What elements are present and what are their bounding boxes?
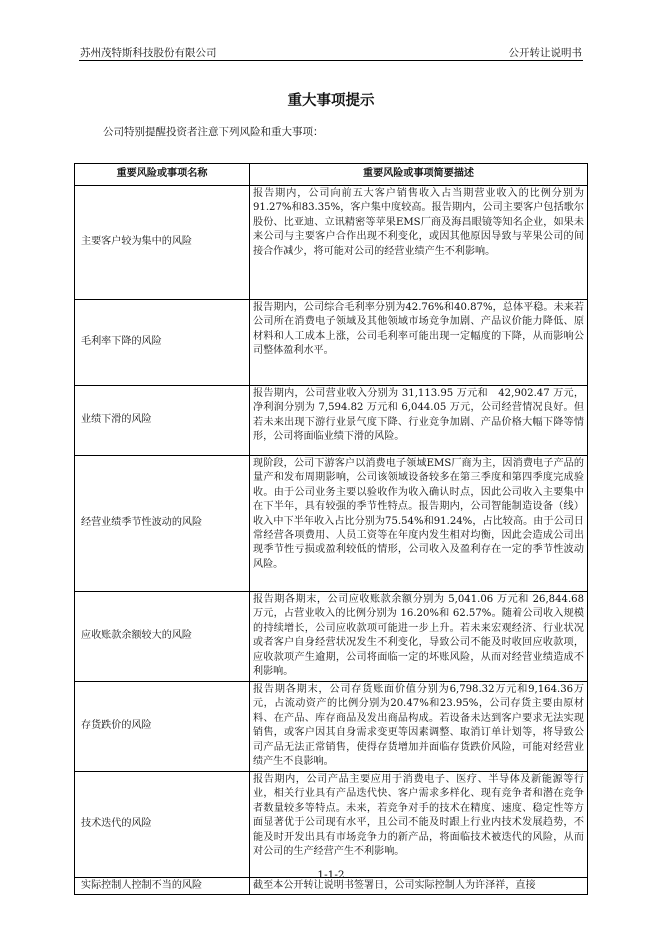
intro-paragraph: 公司特别提醒投资者注意下列风险和重大事项： (103, 126, 324, 138)
risk-description-column-header: 重要风险或事项简要描述 (250, 164, 588, 186)
page-title: 重大事项提示 (287, 92, 375, 109)
page-number: 1-1-2 (317, 869, 345, 881)
risk-description-cell: 报告期内，公司营业收入分别为 31,113.95 万元和 42,902.47 万元，净利润分别为 7,594.82 万元和 6,044.05 万元，公司经营情况良好。但若未来出现下游行业景气度下降、行业竞争加剧、产品价格大幅下降等情形，公司将面临业绩下滑的风险。 (250, 386, 588, 456)
risk-name-cell: 经营业绩季节性波动的风险 (75, 456, 250, 592)
risk-description-cell: 报告期各期末，公司应收账款余额分别为 5,041.06 万元和 26,844.68 万元，占营业收入的比例分别为 16.20%和 62.57%。随着公司收入规模的持续增长，公司应收款项可能进一步上升。若未来宏观经济、行业状况或者客户自身经营状况发生不利变化，导致公司不能及时收回应收款项，应收款项产生逾期，公司将面临一定的坏账风险，从而对经营业绩造成不利影响。 (250, 592, 588, 682)
header-company-name: 苏州茂特斯科技股份有限公司 (80, 47, 217, 59)
table-row (75, 592, 588, 682)
risk-name-cell: 业绩下滑的风险 (75, 386, 250, 456)
risk-table (74, 163, 588, 895)
table-row (75, 186, 588, 300)
table-row (75, 386, 588, 456)
risk-description-cell: 报告期内，公司产品主要应用于消费电子、医疗、半导体及新能源等行业，相关行业具有产品迭代快、客户需求多样化、现有竞争者和潜在竞争者数量较多等特点。未来，若竞争对手的技术在精度、速度、稳定性等方面显著优于公司现有水平，且公司不能及时跟上行业内技术发展趋势，不能及时开发出具有市场竞争力的新产品，将面临技术被迭代的风险，从而对公司的生产经营产生不利影响。 (250, 772, 588, 878)
risk-name-cell: 技术迭代的风险 (75, 772, 250, 878)
header-document-type: 公开转让说明书 (508, 47, 582, 59)
risk-description-cell: 报告期各期末，公司存货账面价值分别为6,798.32万元和9,164.36万元，占流动资产的比例分别为20.47%和23.95%，公司存货主要由原材料、在产品、库存商品及发出商品构成。若设备未达到客户要求无法实现销售，或客户因其自身需求变更等因素调整、取消订单计划等，将导致公司产品无法正常销售，使得存货增加并面临存货跌价风险，可能对经营业绩产生不良影响。 (250, 682, 588, 772)
risk-description-cell: 现阶段，公司下游客户以消费电子领域EMS厂商为主，因消费电子产品的量产和发布周期影响，公司该领域设备较多在第三季度和第四季度完成验收。由于公司业务主要以验收作为收入确认时点，因此公司收入主要集中在下半年，具有较强的季节性特点。报告期内，公司智能制造设备（线）收入中下半年收入占比分别为75.54%和91.24%，占比较高。由于公司日常经营各项费用、人员工资等在年度内发生相对均衡，因此会造成公司出现季节性亏损或盈利较低的情形，公司收入及盈利存在一定的季节性波动风险。 (250, 456, 588, 592)
risk-name-cell: 毛利率下降的风险 (75, 300, 250, 386)
table-row (75, 682, 588, 772)
table-row (75, 456, 588, 592)
risk-description-cell: 报告期内，公司向前五大客户销售收入占当期营业收入的比例分别为91.27%和83.35%，客户集中度较高。报告期内，公司主要客户包括歌尔股份、比亚迪、立讯精密等苹果EMS厂商及海昌眼镜等知名企业，如果未来公司与主要客户合作出现不利变化，或因其他原因导致与苹果公司的间接合作减少，将可能对公司的经营业绩产生不利影响。 (250, 186, 588, 300)
header-divider (79, 60, 583, 61)
risk-table-header-row (75, 164, 588, 186)
risk-name-cell: 实际控制人控制不当的风险 (75, 878, 250, 895)
risk-name-cell: 主要客户较为集中的风险 (75, 186, 250, 300)
risk-description-cell: 报告期内，公司综合毛利率分别为42.76%和40.87%，总体平稳。未来若公司所在消费电子领域及其他领域市场竞争加剧、产品议价能力降低、原材料和人工成本上涨，公司毛利率可能出现一定幅度的下降，从而影响公司整体盈利水平。 (250, 300, 588, 386)
risk-name-cell: 应收账款余额较大的风险 (75, 592, 250, 682)
risk-name-cell: 存货跌价的风险 (75, 682, 250, 772)
risk-name-column-header: 重要风险或事项名称 (75, 164, 250, 186)
table-row (75, 772, 588, 878)
table-row (75, 300, 588, 386)
risk-description-cell: 截至本公开转让说明书签署日，公司实际控制人为许泽祥，直接 (250, 878, 588, 895)
